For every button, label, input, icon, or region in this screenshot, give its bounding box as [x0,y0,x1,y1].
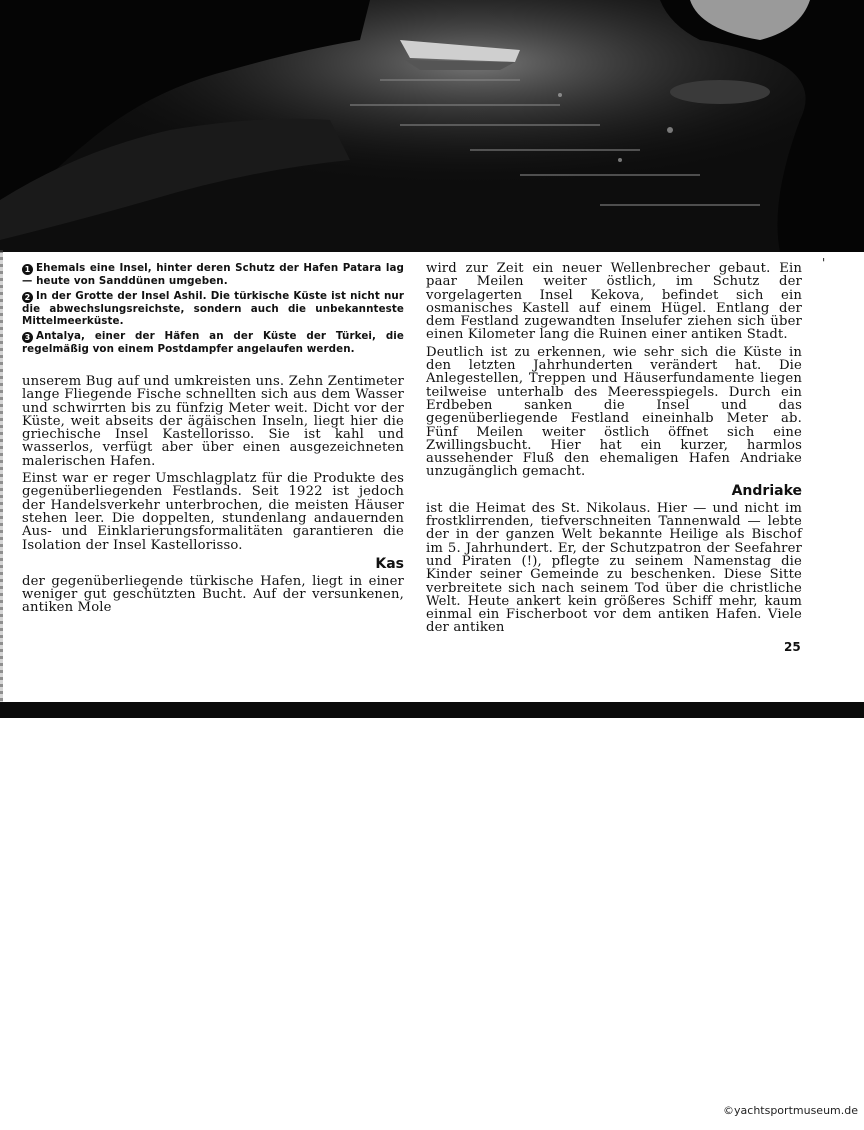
body-paragraph: unserem Bug auf und umkreisten uns. Zehn Zentimeter lange Fliegende Fische schnellten sich aus dem Wasser und schwirrten bis zu fünfzig Meter weit. Dicht vor der Küste, weit abseits der ägäischen Inseln, liegt hier die griechische Insel Kastellorisso. Sie ist kahl und wasserlos, verfügt aber über einen ausgezeichneten malerischen Hafen. [22,374,404,469]
margin-mark: ' [822,256,826,270]
caption-1 [22,262,404,287]
page-number: 25 [784,640,801,654]
section-heading-andriake: Andriake [731,482,802,499]
body-paragraph: wird zur Zeit ein neuer Wellenbrecher gebaut. Ein paar Meilen weiter östlich, im Schutz der vorgelagerten Insel Kekova, befindet sich ein osmanisches Kastell auf einem Hügel. Entlang der dem Festland zugewandten Inselufer ziehen sich über einen Kilometer lang die Ruinen einer antiken Stadt. [426,261,802,343]
caption-text: In der Grotte der Insel Ashil. Die türkische Küste ist nicht nur die abwechslungsreichste, sondern auch die unbekannteste Mittelmeerküste. [22,290,404,327]
caption-marker: 3 [22,332,33,343]
watermark: ©yachtsportmuseum.de [723,1104,858,1117]
page-bottom-bar [0,702,864,718]
caption-text: Ehemals eine Insel, hinter deren Schutz der Hafen Patara lag — heute von Sanddünen umgeben. [22,262,404,287]
grotto-photo [0,0,864,252]
body-paragraph: Einst war er reger Umschlagplatz für die Produkte des gegenüberliegenden Festlands. Seit 1922 ist jedoch der Handelsverkehr unterbrochen, die meisten Häuser stehen leer. Die doppelten, stundenlang andauernden Aus- und Einklarierungsformalitäten garantieren die Isolation der Insel Kastellorisso. [22,471,404,553]
body-paragraph: Deutlich ist zu erkennen, wie sehr sich die Küste in den letzten Jahrhunderten verändert hat. Die Anlegestellen, Treppen und Häuserfundamente liegen teilweise unterhalb des Meeresspiegels. Durch ein Erdbeben sanken die Insel und das gegenüberliegende Festland eineinhalb Meter ab. Fünf Meilen weiter östlich öffnet sich eine Zwillingsbucht. Hier hat ein kurzer, harmlos aussehender Fluß den ehemaligen Hafen Andriake unzugänglich gemacht. [426,344,802,480]
section-heading-kas: Kas [375,555,404,572]
right-column [426,262,802,639]
body-paragraph: ist die Heimat des St. Nikolaus. Hier — und nicht im frostklirrenden, tiefverschneiten Tannenwald — lebte der in der ganzen Welt bekannte Heilige als Bischof im 5. Jahrhundert. Er, der Schutzpatron der Seefahrer und Piraten (!), pflegte zu seinem Namenstag die Kinder seiner Gemeinde zu beschenken. Diese Sitte verbreitete sich nach seinem Tod über die christliche Welt. Heute ankert kein größeres Schiff mehr, kaum einmal ein Fischerboot vor dem antiken Hafen. Viele der antiken [426,500,802,636]
caption-3 [22,330,404,355]
caption-marker: 1 [22,264,33,275]
body-paragraph: der gegenüberliegende türkische Hafen, liegt in einer weniger gut geschützten Bucht. Auf der versunkenen, antiken Mole [22,573,404,616]
caption-marker: 2 [22,292,33,303]
photo-captions [22,262,404,355]
caption-2 [22,290,404,327]
caption-text: Antalya, einer der Häfen an der Küste der Türkei, die regelmäßig von einem Postdampfer angelaufen werden. [22,330,404,355]
left-column [22,262,404,619]
grotto-photo-illustration [0,0,864,252]
scan-edge [0,250,3,706]
